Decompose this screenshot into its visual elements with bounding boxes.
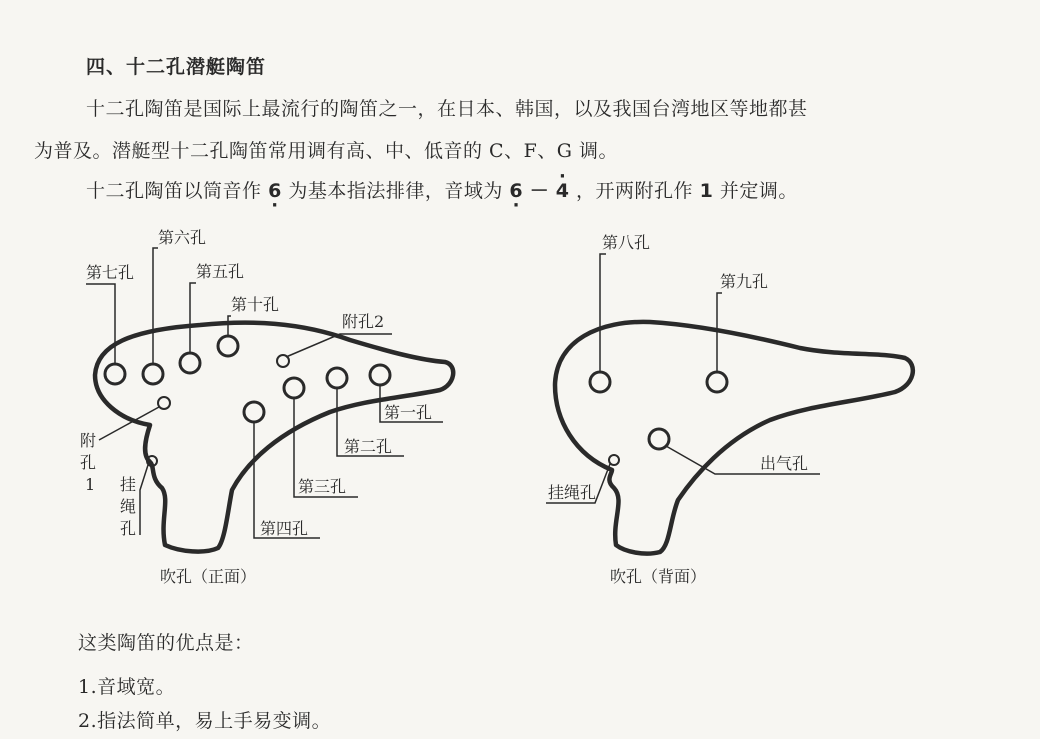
label-aux1-char-1: 附 [80, 431, 97, 450]
label-hole-5: 第五孔 [196, 262, 245, 281]
label-hole-8: 第八孔 [602, 233, 651, 252]
leader-hole8 [600, 254, 606, 372]
label-strap-char-1: 挂 [120, 475, 137, 494]
paragraph-1: 十二孔陶笛是国际上最流行的陶笛之一，在日本、韩国，以及我国台湾地区等地都甚 [86, 98, 808, 120]
label-aux1-char-3: 1 [85, 475, 96, 494]
label-hole-7: 第七孔 [86, 263, 135, 282]
back-ocarina-body [555, 322, 913, 554]
para3-text-1: 十二孔陶笛以筒音作 [86, 180, 262, 202]
front-hole-1 [370, 365, 390, 385]
label-hole-3: 第三孔 [298, 477, 347, 496]
note-1: 1 [699, 180, 714, 202]
front-hole-4 [244, 402, 264, 422]
back-hole-8 [590, 372, 610, 392]
label-hole-4: 第四孔 [260, 519, 309, 538]
front-hole-6 [143, 364, 163, 384]
label-strap-char-2: 绳 [120, 497, 137, 516]
range-dash: － [529, 180, 550, 202]
label-back-strap-hole: 挂绳孔 [548, 483, 597, 502]
leader-hole10 [228, 316, 231, 336]
back-hole-9 [707, 372, 727, 392]
front-hole-10 [218, 336, 238, 356]
label-hole-6: 第六孔 [158, 228, 207, 247]
front-ocarina-body [95, 323, 453, 552]
paragraph-2: 为普及。潜艇型十二孔陶笛常用调有高、中、低音的 C、F、G 调。 [34, 140, 618, 162]
label-hole-2: 第二孔 [344, 437, 393, 456]
advantage-1: 1.音域宽。 [78, 676, 176, 698]
leader-strap [140, 465, 148, 535]
label-hole-9: 第九孔 [720, 272, 769, 291]
range-low-6: 6 · [509, 180, 523, 202]
label-strap-char-3: 孔 [120, 519, 137, 538]
note-low-6: 6 · [268, 180, 282, 202]
back-strap-hole [609, 455, 619, 465]
label-aux-hole-2: 附孔2 [342, 312, 385, 331]
para3-text-3: ，开两附孔作 [576, 180, 694, 202]
front-hole-7 [105, 364, 125, 384]
back-caption: 吹孔（背面） [610, 567, 707, 586]
advantage-2: 2.指法简单，易上手易变调。 [78, 710, 332, 732]
front-aux-hole-1 [158, 397, 170, 409]
para3-text-4: 并定调。 [719, 180, 798, 202]
front-hole-5 [180, 353, 200, 373]
range-high-4: · 4 [556, 180, 570, 202]
label-hole-10: 第十孔 [231, 295, 280, 314]
leader-hole6 [153, 248, 158, 364]
front-caption: 吹孔（正面） [160, 567, 257, 586]
leader-hole5 [190, 283, 196, 353]
front-hole-3 [284, 378, 304, 398]
label-outlet-hole: 出气孔 [760, 454, 809, 473]
section-heading: 四、十二孔潜艇陶笛 [86, 56, 267, 78]
label-hole-1: 第一孔 [384, 403, 433, 422]
label-aux1-char-2: 孔 [80, 453, 97, 472]
advantages-intro: 这类陶笛的优点是： [78, 632, 254, 654]
para3-text-2: 为基本指法排律，音域为 [288, 180, 503, 202]
front-hole-2 [327, 368, 347, 388]
leader-hole7 [86, 284, 115, 364]
